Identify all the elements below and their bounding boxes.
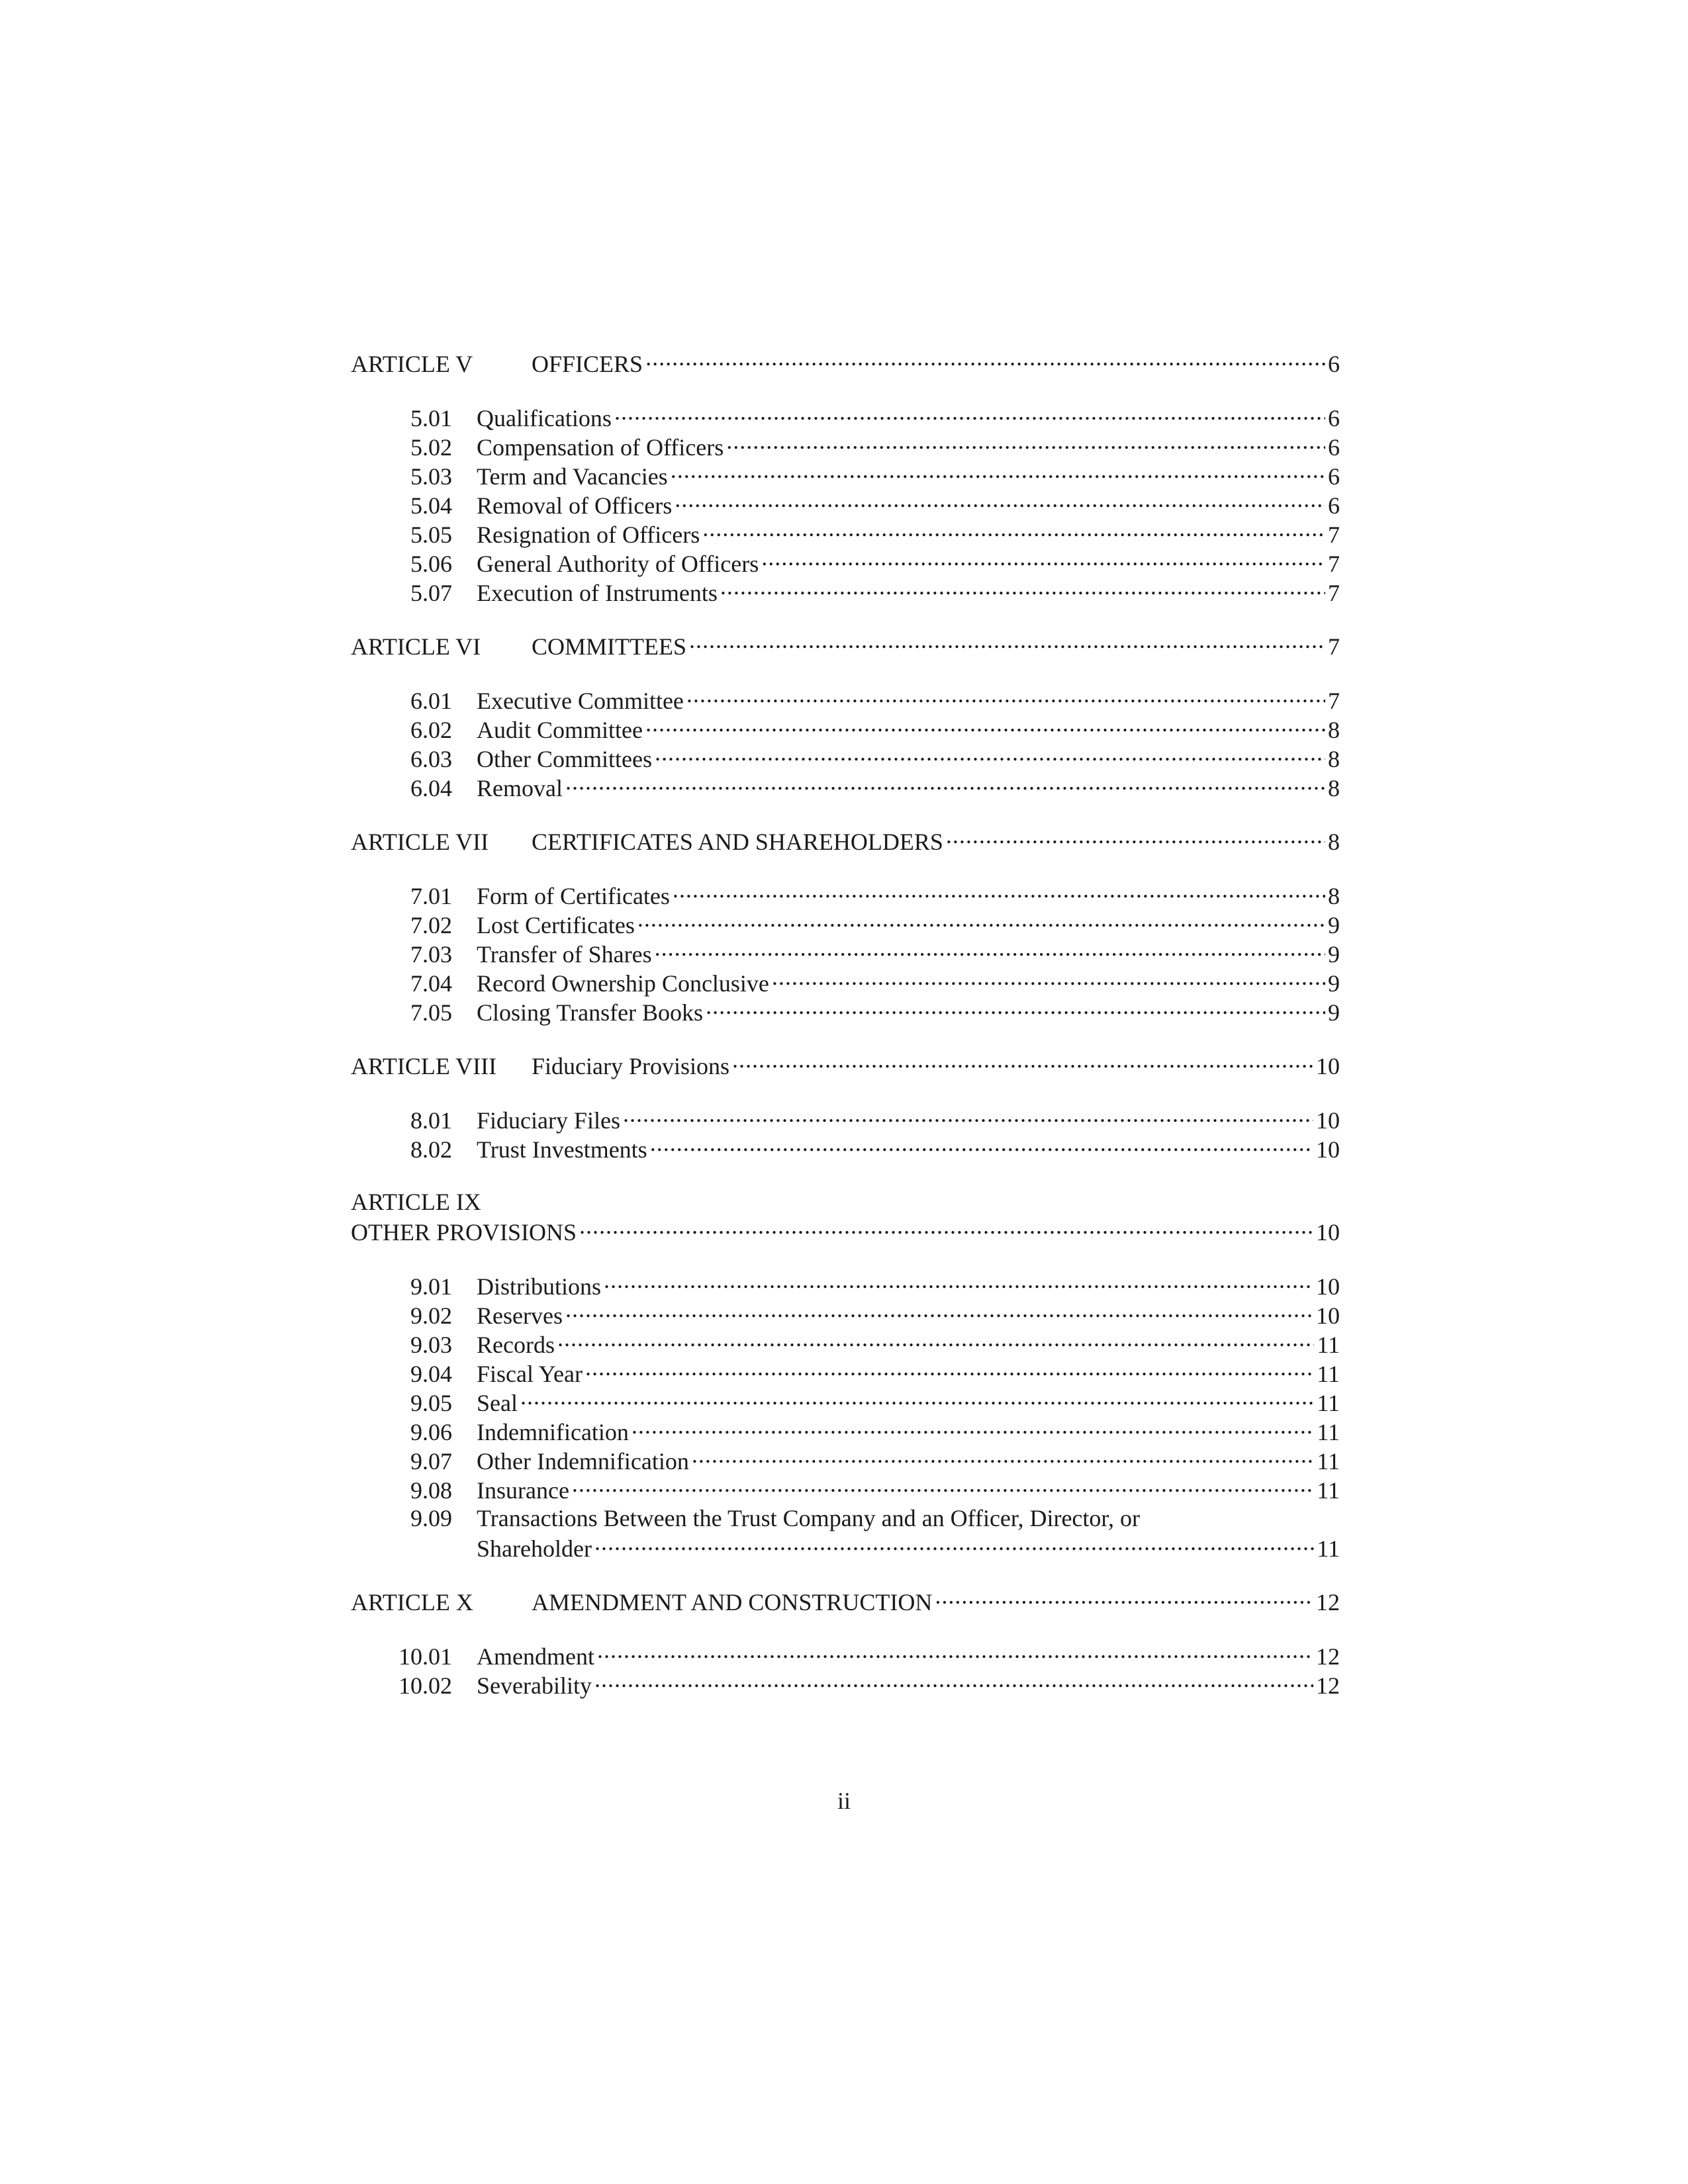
toc-article-ix-label[interactable] bbox=[351, 1187, 1340, 1216]
dot-leader bbox=[686, 685, 1325, 709]
dot-leader bbox=[594, 1670, 1313, 1694]
section-page: 9 bbox=[1328, 941, 1340, 968]
section-title: Amendment bbox=[477, 1643, 594, 1670]
section-number: 8.01 bbox=[410, 1107, 452, 1134]
section-title: Distributions bbox=[477, 1273, 602, 1300]
section-number: 7.03 bbox=[410, 941, 452, 968]
article-label: ARTICLE VI bbox=[351, 633, 481, 660]
dot-leader bbox=[692, 1445, 1314, 1469]
toc-article-viii[interactable] bbox=[351, 1050, 1340, 1079]
dot-leader bbox=[720, 577, 1325, 601]
dot-leader bbox=[946, 826, 1325, 850]
article-title: COMMITTEES bbox=[532, 633, 686, 660]
section-title: Execution of Instruments bbox=[477, 580, 718, 606]
toc-article-ix[interactable] bbox=[351, 1216, 1340, 1246]
article-page: 12 bbox=[1316, 1589, 1340, 1615]
table-of-contents bbox=[351, 348, 1340, 1699]
section-page: 7 bbox=[1328, 688, 1340, 714]
section-page: 11 bbox=[1317, 1448, 1340, 1475]
article-label: ARTICLE X bbox=[351, 1589, 473, 1615]
section-title: Term and Vacancies bbox=[477, 463, 668, 490]
dot-leader bbox=[520, 1387, 1314, 1411]
article-page: 10 bbox=[1316, 1053, 1340, 1079]
toc-section-9-08[interactable] bbox=[351, 1475, 1340, 1504]
toc-section-9-06[interactable] bbox=[351, 1416, 1340, 1445]
toc-section-8-02[interactable] bbox=[351, 1134, 1340, 1163]
dot-leader bbox=[614, 402, 1325, 426]
toc-section-9-09-cont[interactable] bbox=[351, 1533, 1340, 1562]
toc-section-9-04[interactable] bbox=[351, 1358, 1340, 1387]
section-number: 9.01 bbox=[410, 1273, 452, 1300]
dot-leader bbox=[655, 938, 1325, 962]
toc-section-9-01[interactable] bbox=[351, 1271, 1340, 1300]
dot-leader bbox=[597, 1641, 1313, 1664]
section-number: 9.05 bbox=[410, 1390, 452, 1416]
dot-leader bbox=[935, 1586, 1313, 1610]
section-title: Other Indemnification bbox=[477, 1448, 689, 1475]
dot-leader bbox=[623, 1105, 1313, 1128]
section-page: 7 bbox=[1328, 580, 1340, 606]
section-page: 7 bbox=[1328, 551, 1340, 577]
section-number: 9.06 bbox=[410, 1419, 452, 1445]
section-title: Indemnification bbox=[477, 1419, 629, 1445]
toc-section-5-06[interactable] bbox=[351, 548, 1340, 577]
section-page: 12 bbox=[1316, 1672, 1340, 1699]
article-label: ARTICLE VII bbox=[351, 829, 489, 855]
section-number: 9.02 bbox=[410, 1302, 452, 1329]
dot-leader bbox=[675, 490, 1325, 514]
section-page: 11 bbox=[1317, 1477, 1340, 1504]
dot-leader bbox=[579, 1216, 1313, 1240]
toc-section-5-01[interactable] bbox=[351, 402, 1340, 432]
section-number: 9.09 bbox=[410, 1505, 452, 1531]
page-number: ii bbox=[837, 1788, 851, 1814]
section-page: 10 bbox=[1316, 1273, 1340, 1300]
section-page: 9 bbox=[1328, 970, 1340, 997]
article-label: ARTICLE VIII bbox=[351, 1053, 497, 1079]
dot-leader bbox=[585, 1358, 1314, 1382]
toc-section-7-02[interactable] bbox=[351, 909, 1340, 938]
section-page: 12 bbox=[1316, 1643, 1340, 1670]
dot-leader bbox=[645, 714, 1325, 738]
section-title: Other Committees bbox=[477, 746, 652, 772]
section-page: 8 bbox=[1328, 717, 1340, 743]
section-page: 11 bbox=[1317, 1535, 1340, 1562]
section-title: Qualifications bbox=[477, 405, 612, 432]
section-page: 10 bbox=[1316, 1302, 1340, 1329]
section-number: 5.04 bbox=[410, 492, 452, 519]
section-page: 8 bbox=[1328, 775, 1340, 801]
section-title: Audit Committee bbox=[477, 717, 643, 743]
toc-section-7-01[interactable] bbox=[351, 880, 1340, 909]
dot-leader bbox=[689, 631, 1325, 655]
toc-section-10-01[interactable] bbox=[351, 1641, 1340, 1670]
section-number: 9.03 bbox=[410, 1332, 452, 1358]
dot-leader bbox=[645, 348, 1325, 372]
section-number: 5.01 bbox=[410, 405, 452, 432]
section-page: 8 bbox=[1328, 883, 1340, 909]
toc-section-6-01[interactable] bbox=[351, 685, 1340, 714]
article-page: 6 bbox=[1328, 351, 1340, 377]
dot-leader bbox=[604, 1271, 1313, 1295]
article-label: ARTICLE IX bbox=[351, 1189, 481, 1215]
toc-section-9-02[interactable] bbox=[351, 1300, 1340, 1329]
article-title: AMENDMENT AND CONSTRUCTION bbox=[532, 1589, 933, 1615]
toc-section-9-03[interactable] bbox=[351, 1329, 1340, 1358]
toc-article-v[interactable] bbox=[351, 348, 1340, 377]
section-page: 6 bbox=[1328, 405, 1340, 432]
section-page: 9 bbox=[1328, 912, 1340, 938]
article-page: 8 bbox=[1328, 829, 1340, 855]
section-number: 7.02 bbox=[410, 912, 452, 938]
section-page: 7 bbox=[1328, 522, 1340, 548]
section-title-line1: Transactions Between the Trust Company and an Officer, Director, or bbox=[477, 1505, 1140, 1531]
dot-leader bbox=[650, 1134, 1313, 1158]
section-title: Insurance bbox=[477, 1477, 569, 1504]
section-number: 9.07 bbox=[410, 1448, 452, 1475]
section-number: 7.05 bbox=[410, 999, 452, 1026]
dot-leader bbox=[671, 461, 1325, 484]
section-page: 9 bbox=[1328, 999, 1340, 1026]
dot-leader bbox=[726, 432, 1325, 455]
dot-leader bbox=[557, 1329, 1314, 1353]
section-number: 7.01 bbox=[410, 883, 452, 909]
section-title: Severability bbox=[477, 1672, 592, 1699]
toc-section-5-02[interactable] bbox=[351, 432, 1340, 461]
section-title: Seal bbox=[477, 1390, 518, 1416]
section-title: Removal bbox=[477, 775, 563, 801]
section-title: Executive Committee bbox=[477, 688, 684, 714]
section-title: Trust Investments bbox=[477, 1136, 647, 1163]
section-title: Closing Transfer Books bbox=[477, 999, 704, 1026]
toc-article-vii[interactable] bbox=[351, 826, 1340, 855]
section-number: 6.04 bbox=[410, 775, 452, 801]
dot-leader bbox=[565, 1300, 1313, 1324]
dot-leader bbox=[772, 968, 1325, 991]
article-title: CERTIFICATES AND SHAREHOLDERS bbox=[532, 829, 943, 855]
section-number: 5.03 bbox=[410, 463, 452, 490]
toc-section-7-05[interactable] bbox=[351, 997, 1340, 1026]
section-page: 11 bbox=[1317, 1332, 1340, 1358]
section-title: Form of Certificates bbox=[477, 883, 670, 909]
toc-section-5-04[interactable] bbox=[351, 490, 1340, 519]
section-page: 10 bbox=[1316, 1107, 1340, 1134]
toc-article-x[interactable] bbox=[351, 1586, 1340, 1615]
section-number: 8.02 bbox=[410, 1136, 452, 1163]
dot-leader bbox=[572, 1475, 1314, 1498]
section-number: 10.02 bbox=[399, 1672, 452, 1699]
article-page: 7 bbox=[1328, 633, 1340, 660]
section-page: 6 bbox=[1328, 434, 1340, 461]
toc-section-9-05[interactable] bbox=[351, 1387, 1340, 1416]
toc-section-7-03[interactable] bbox=[351, 938, 1340, 968]
section-number: 7.04 bbox=[410, 970, 452, 997]
toc-section-5-07[interactable] bbox=[351, 577, 1340, 606]
section-number: 6.02 bbox=[410, 717, 452, 743]
section-title: Reserves bbox=[477, 1302, 563, 1329]
section-title: Records bbox=[477, 1332, 555, 1358]
toc-section-6-03[interactable] bbox=[351, 743, 1340, 772]
article-label: ARTICLE V bbox=[351, 351, 473, 377]
section-title: Record Ownership Conclusive bbox=[477, 970, 769, 997]
dot-leader bbox=[673, 880, 1325, 904]
section-number: 5.02 bbox=[410, 434, 452, 461]
section-number: 6.01 bbox=[410, 688, 452, 714]
section-number: 10.01 bbox=[399, 1643, 452, 1670]
section-number: 5.06 bbox=[410, 551, 452, 577]
toc-section-7-04[interactable] bbox=[351, 968, 1340, 997]
section-page: 11 bbox=[1317, 1361, 1340, 1387]
toc-section-10-02[interactable] bbox=[351, 1670, 1340, 1699]
dot-leader bbox=[655, 743, 1325, 767]
section-number: 5.05 bbox=[410, 522, 452, 548]
section-number: 9.04 bbox=[410, 1361, 452, 1387]
dot-leader bbox=[706, 997, 1325, 1021]
section-title: General Authority of Officers bbox=[477, 551, 759, 577]
section-number: 6.03 bbox=[410, 746, 452, 772]
toc-section-9-09[interactable] bbox=[351, 1504, 1340, 1533]
section-page: 8 bbox=[1328, 746, 1340, 772]
article-title: OTHER PROVISIONS bbox=[351, 1219, 577, 1246]
toc-section-6-02[interactable] bbox=[351, 714, 1340, 743]
section-page: 11 bbox=[1317, 1390, 1340, 1416]
dot-leader bbox=[565, 772, 1325, 796]
article-title: OFFICERS bbox=[532, 351, 643, 377]
dot-leader bbox=[732, 1050, 1313, 1074]
toc-section-5-03[interactable] bbox=[351, 461, 1340, 490]
section-title: Resignation of Officers bbox=[477, 522, 700, 548]
section-title: Lost Certificates bbox=[477, 912, 635, 938]
toc-section-9-07[interactable] bbox=[351, 1445, 1340, 1475]
article-page: 10 bbox=[1316, 1219, 1340, 1246]
dot-leader bbox=[637, 909, 1325, 933]
section-title: Shareholder bbox=[477, 1535, 592, 1562]
dot-leader bbox=[761, 548, 1325, 572]
dot-leader bbox=[594, 1533, 1314, 1557]
section-title: Transfer of Shares bbox=[477, 941, 652, 968]
dot-leader bbox=[702, 519, 1325, 543]
section-page: 10 bbox=[1316, 1136, 1340, 1163]
toc-article-vi[interactable] bbox=[351, 631, 1340, 660]
toc-section-5-05[interactable] bbox=[351, 519, 1340, 548]
section-title: Removal of Officers bbox=[477, 492, 673, 519]
section-title: Fiscal Year bbox=[477, 1361, 583, 1387]
toc-section-6-04[interactable] bbox=[351, 772, 1340, 801]
section-page: 11 bbox=[1317, 1419, 1340, 1445]
section-title: Fiduciary Files bbox=[477, 1107, 620, 1134]
dot-leader bbox=[632, 1416, 1314, 1440]
section-page: 6 bbox=[1328, 463, 1340, 490]
section-title: Compensation of Officers bbox=[477, 434, 724, 461]
section-number: 5.07 bbox=[410, 580, 452, 606]
toc-section-8-01[interactable] bbox=[351, 1105, 1340, 1134]
article-title: Fiduciary Provisions bbox=[532, 1053, 730, 1079]
section-page: 6 bbox=[1328, 492, 1340, 519]
section-number: 9.08 bbox=[410, 1477, 452, 1504]
